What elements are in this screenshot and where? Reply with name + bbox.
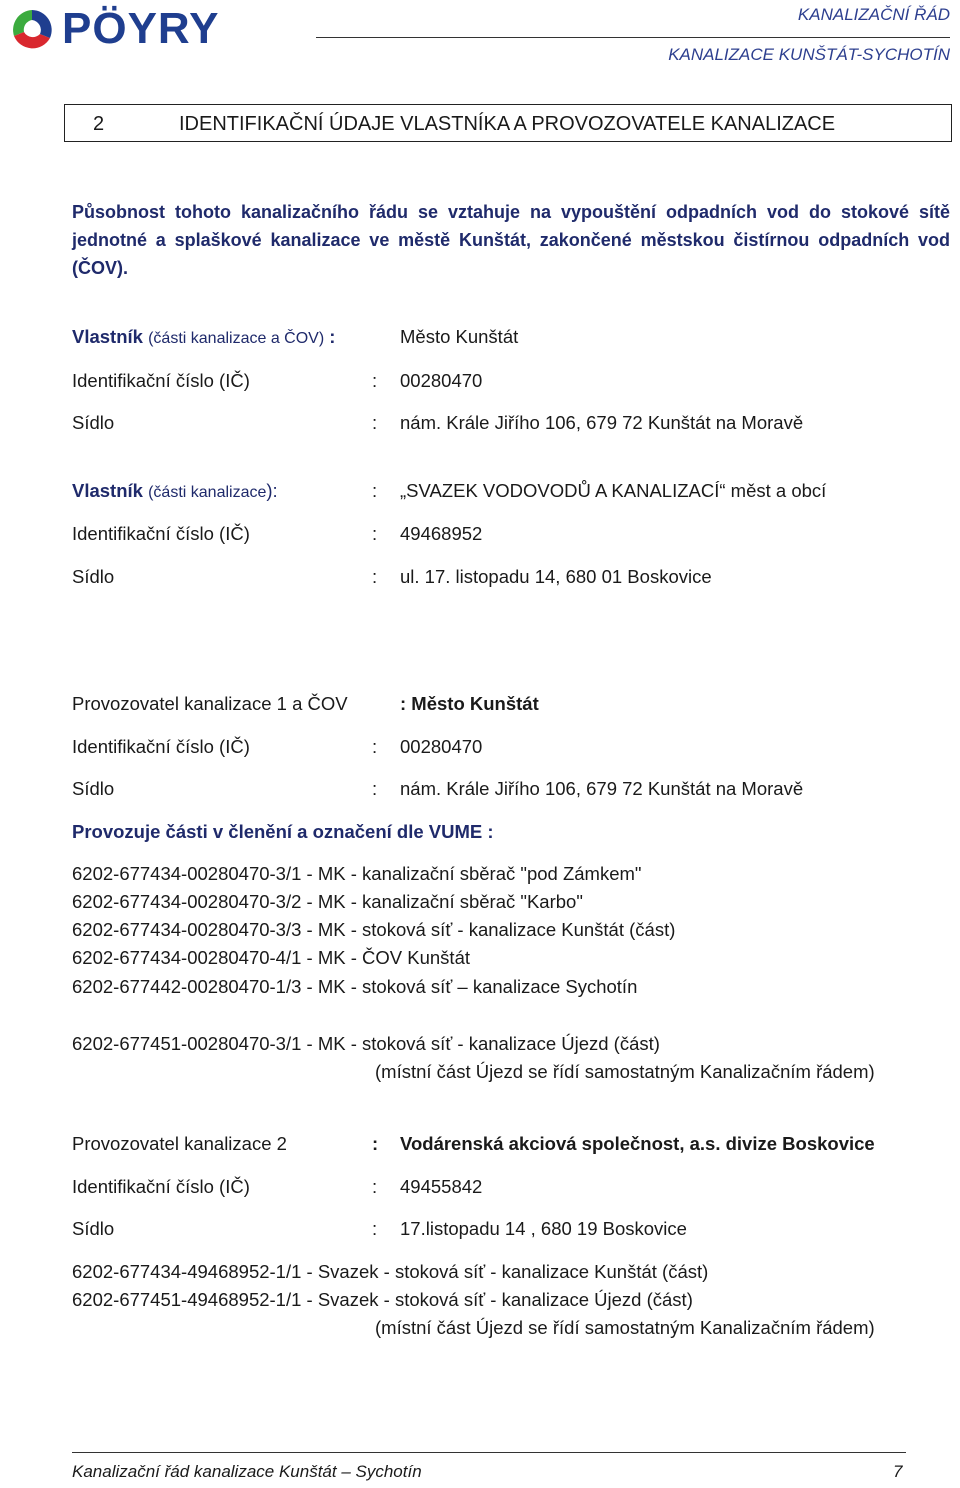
list-item: 6202-677434-49468952-1/1 - Svazek - stoková síť - kanalizace Kunštát (část) xyxy=(72,1261,709,1282)
owner2-seat-value: ul. 17. listopadu 14, 680 01 Boskovice xyxy=(400,566,712,587)
operator2-label: Provozovatel kanalizace 2 xyxy=(72,1133,287,1154)
owner1-ic-colon: : xyxy=(372,370,378,391)
operator1-ic-value: 00280470 xyxy=(400,736,483,757)
owner2-seat-colon: : xyxy=(372,566,378,587)
section-heading-box xyxy=(64,104,952,142)
operator2-ic-label: Identifikační číslo (IČ) xyxy=(72,1176,250,1197)
page-number: 7 xyxy=(893,1462,903,1481)
operator1-ic-colon: : xyxy=(372,736,378,757)
operator2-ic-colon: : xyxy=(372,1176,378,1197)
section-title: IDENTIFIKAČNÍ ÚDAJE VLASTNÍKA A PROVOZOVATELE KANALIZACE xyxy=(179,113,836,135)
list-item: 6202-677434-00280470-4/1 - MK - ČOV Kunštát xyxy=(72,947,470,968)
owner1-ic-value: 00280470 xyxy=(400,370,483,391)
section-number: 2 xyxy=(93,113,105,135)
list-item: 6202-677434-00280470-3/2 - MK - kanalizační sběrač "Karbo" xyxy=(72,891,583,912)
header-divider xyxy=(316,37,950,38)
intro-paragraph: Působnost tohoto kanalizačního řádu se vztahuje na vypouštění odpadních vod do stokové sítě jednotné a splaškové kanalizace ve městě Kunštát, zakončené městskou čistírnou odpadních vod (ČOV). xyxy=(72,202,950,278)
owner2-colon: : xyxy=(372,480,378,501)
doc-subtitle: KANALIZACE KUNŠTÁT-SYCHOTÍN xyxy=(668,45,950,64)
operator2-seat-colon: : xyxy=(372,1218,378,1239)
list-item: 6202-677442-00280470-1/3 - MK - stoková síť – kanalizace Sychotín xyxy=(72,976,638,997)
operator2-value: Vodárenská akciová společnost, a.s. divize Boskovice xyxy=(400,1133,875,1154)
company-logo-text: PÖYRY xyxy=(62,4,220,53)
list-item: 6202-677451-49468952-1/1 - Svazek - stoková síť - kanalizace Újezd (část) xyxy=(72,1289,693,1310)
operator2-ic-value: 49455842 xyxy=(400,1176,483,1197)
owner2-seat-label: Sídlo xyxy=(72,566,115,587)
poyry-logo-icon xyxy=(6,6,58,54)
operator1-label: Provozovatel kanalizace 1 a ČOV xyxy=(72,693,348,714)
owner2-ic-colon: : xyxy=(372,523,378,544)
owner2-ic-value: 49468952 xyxy=(400,523,483,544)
list-item: 6202-677434-00280470-3/1 - MK - kanalizační sběrač "pod Zámkem" xyxy=(72,863,642,884)
owner2-value: „SVAZEK VODOVODŮ A KANALIZACÍ“ měst a obcí xyxy=(400,480,827,501)
owner1-value: Město Kunštát xyxy=(400,326,519,347)
operator1-ic-label: Identifikační číslo (IČ) xyxy=(72,736,250,757)
operator1-seat-colon: : xyxy=(372,778,378,799)
operator1-vume-heading: Provozuje části v členění a označení dle VUME : xyxy=(72,821,494,842)
operator2-ujezd-note: (místní část Újezd se řídí samostatným Kanalizačním řádem) xyxy=(375,1317,875,1338)
operator1-ujezd-note: (místní část Újezd se řídí samostatným Kanalizačním řádem) xyxy=(375,1061,875,1082)
owner1-seat-colon: : xyxy=(372,412,378,433)
footer-divider xyxy=(72,1452,906,1453)
operator1-value: : Město Kunštát xyxy=(400,693,539,714)
owner1-label: Vlastník (části kanalizace a ČOV) : xyxy=(72,326,336,347)
owner2-ic-label: Identifikační číslo (IČ) xyxy=(72,523,250,544)
doc-title: KANALIZAČNÍ ŘÁD xyxy=(797,5,950,24)
footer-title: Kanalizační řád kanalizace Kunštát – Sychotín xyxy=(72,1462,422,1481)
operator2-seat-label: Sídlo xyxy=(72,1218,115,1239)
operator1-ujezd-item: 6202-677451-00280470-3/1 - MK - stoková síť - kanalizace Újezd (část) xyxy=(72,1033,660,1054)
owner1-seat-label: Sídlo xyxy=(72,412,115,433)
list-item: 6202-677434-00280470-3/3 - MK - stoková síť - kanalizace Kunštát (část) xyxy=(72,919,676,940)
operator1-seat-value: nám. Krále Jiřího 106, 679 72 Kunštát na Moravě xyxy=(400,778,804,799)
owner1-ic-label: Identifikační číslo (IČ) xyxy=(72,370,250,391)
operator2-colon: : xyxy=(372,1133,379,1154)
operator2-seat-value: 17.listopadu 14 , 680 19 Boskovice xyxy=(400,1218,687,1239)
company-logo xyxy=(6,6,262,54)
owner1-seat-value: nám. Krále Jiřího 106, 679 72 Kunštát na Moravě xyxy=(400,412,804,433)
owner2-label: Vlastník (části kanalizace): xyxy=(72,480,278,501)
operator1-seat-label: Sídlo xyxy=(72,778,115,799)
